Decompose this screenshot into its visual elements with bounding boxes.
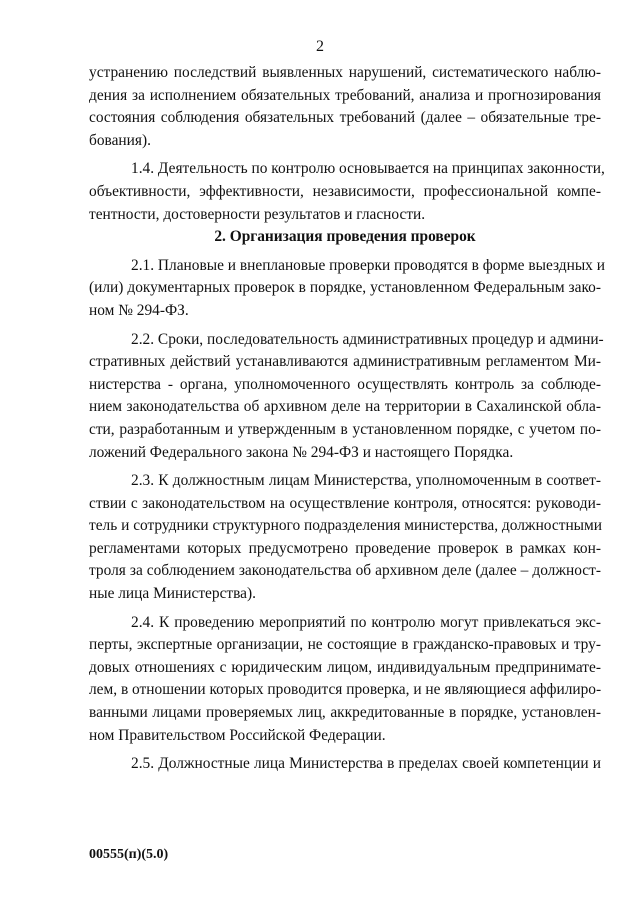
section-heading: 2. Организация проведения проверок xyxy=(214,228,476,246)
text-line: ложений Федерального закона № 294-ФЗ и настоящего Порядка. xyxy=(89,443,514,461)
text-line: тентности, достоверности результатов и гласности. xyxy=(89,205,426,223)
text-line: нистерства - органа, уполномоченного осуществлять контроль за соблюде- xyxy=(89,375,601,393)
text-line: 2.1. Плановые и внеплановые проверки проводятся в форме выездных и xyxy=(131,256,605,274)
paragraph-2-5 xyxy=(89,753,601,776)
text-line: устранению последствий выявленных нарушений, систематического наблю- xyxy=(89,64,601,81)
text-line: дения за исполнением обязательных требований, анализа и прогнозирования xyxy=(89,86,601,104)
paragraph-2-3 xyxy=(89,470,601,606)
text-line: объективности, эффективности, независимости, профессиональной компе- xyxy=(89,182,601,200)
text-line: ванными лицами проверяемых лиц, аккредитованные в порядке, установлен- xyxy=(89,704,601,722)
text-line: 2.3. К должностным лицам Министерства, уполномоченным в соответ- xyxy=(131,472,601,490)
text-line: тель и сотрудники структурного подразделения министерства, должностными xyxy=(89,517,602,535)
text-line: 2.2. Сроки, последовательность административных процедур и админи- xyxy=(131,330,604,348)
document-body xyxy=(89,62,605,776)
text-line: регламентами которых предусмотрено проведение проверок в рамках кон- xyxy=(89,539,601,557)
text-line: перты, экспертные организации, не состоящие в гражданско-правовых и тру- xyxy=(89,636,601,654)
paragraph-2-2 xyxy=(89,329,604,465)
paragraph-1-4 xyxy=(89,158,605,226)
document-code: 00555(п)(5.0) xyxy=(89,847,169,862)
text-line: 2.5. Должностные лица Министерства в пределах своей компетенции и xyxy=(131,755,601,773)
text-line: довых отношениях с юридическим лицом, индивидуальным предпринимате- xyxy=(89,658,601,676)
paragraph-2-4 xyxy=(89,612,601,748)
text-line: ном Правительством Российской Федерации. xyxy=(89,726,386,744)
paragraph xyxy=(89,62,601,152)
text-line: 2.4. К проведению мероприятий по контролю могут привлекаться экс- xyxy=(131,613,601,631)
text-line: 1.4. Деятельность по контролю основывается на принципах законности, xyxy=(131,160,605,178)
text-line: троля за соблюдением законодательства об архивном деле (далее – должност- xyxy=(89,562,601,580)
paragraph-2-1 xyxy=(89,255,605,323)
text-line: (или) документарных проверок в порядке, установленном Федеральным зако- xyxy=(89,279,601,297)
text-line: лем, в отношении которых проводится проверка, и не являющиеся аффилиро- xyxy=(89,681,602,699)
page-number: 2 xyxy=(316,38,324,55)
text-line: стративных действий устанавливаются административным регламентом Ми- xyxy=(89,353,601,371)
text-line: сти, разработанным и утвержденным в установленном порядке, с учетом по- xyxy=(89,420,601,438)
text-line: состояния соблюдения обязательных требований (далее – обязательные тре- xyxy=(89,109,601,127)
text-line: нием законодательства об архивном деле на территории в Сахалинской обла- xyxy=(89,398,601,416)
text-line: ном № 294-ФЗ. xyxy=(89,301,189,319)
text-line: ные лица Министерства). xyxy=(89,585,256,603)
text-line: ствии с законодательством на осуществление контроля, относятся: руководи- xyxy=(89,494,601,512)
text-line: бования). xyxy=(89,131,151,149)
